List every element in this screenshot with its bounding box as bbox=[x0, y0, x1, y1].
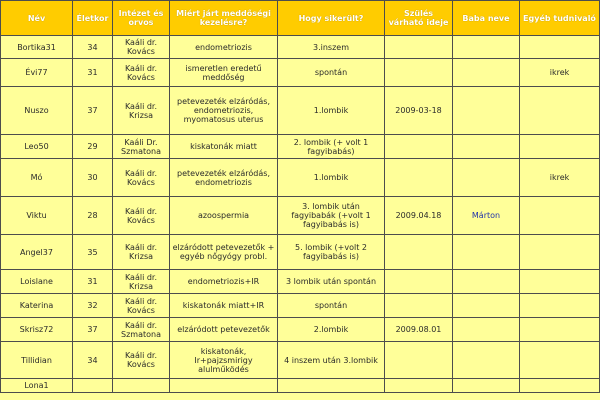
cell-szules[interactable] bbox=[385, 235, 453, 270]
cell-miert[interactable]: endometriozis+IR bbox=[170, 270, 278, 294]
cell-hogy[interactable]: 2.lombik bbox=[278, 318, 385, 342]
cell-egyeb[interactable] bbox=[520, 294, 600, 318]
cell-hogy[interactable]: 1.lombik bbox=[278, 159, 385, 197]
table-row bbox=[1, 342, 600, 379]
cell-egyeb[interactable] bbox=[520, 270, 600, 294]
cell-nev[interactable]: Nuszo bbox=[1, 87, 73, 135]
cell-intezet[interactable] bbox=[113, 379, 170, 393]
table-row bbox=[1, 270, 600, 294]
cell-hogy[interactable] bbox=[278, 379, 385, 393]
cell-eletkor[interactable]: 32 bbox=[73, 294, 113, 318]
header-hogy[interactable]: Hogy sikerült? bbox=[278, 1, 385, 36]
cell-nev[interactable]: Loislane bbox=[1, 270, 73, 294]
cell-baba[interactable] bbox=[453, 235, 520, 270]
cell-szules[interactable]: 2009-03-18 bbox=[385, 87, 453, 135]
table-row bbox=[1, 235, 600, 270]
cell-nev[interactable]: Skrisz72 bbox=[1, 318, 73, 342]
table-row bbox=[1, 159, 600, 197]
table-row bbox=[1, 59, 600, 87]
cell-hogy[interactable]: 4 inszem után 3.lombik bbox=[278, 342, 385, 379]
cell-szules[interactable] bbox=[385, 294, 453, 318]
cell-nev[interactable]: Tillidian bbox=[1, 342, 73, 379]
cell-egyeb[interactable] bbox=[520, 235, 600, 270]
cell-baba[interactable]: Márton bbox=[453, 197, 520, 235]
cell-baba[interactable] bbox=[453, 379, 520, 393]
cell-baba[interactable] bbox=[453, 59, 520, 87]
cell-miert[interactable]: endometriozis bbox=[170, 36, 278, 59]
cell-intezet[interactable]: Kaáli dr. Krizsa bbox=[113, 235, 170, 270]
cell-egyeb[interactable] bbox=[520, 197, 600, 235]
cell-hogy[interactable]: 3.inszem bbox=[278, 36, 385, 59]
cell-miert[interactable] bbox=[170, 379, 278, 393]
table-row bbox=[1, 318, 600, 342]
cell-hogy[interactable]: 5. lombik (+volt 2 fagyibabás is) bbox=[278, 235, 385, 270]
header-nev[interactable]: Név bbox=[1, 1, 73, 36]
cell-intezet[interactable]: Kaáli dr. Kovács bbox=[113, 36, 170, 59]
cell-nev[interactable]: Lona1 bbox=[1, 379, 73, 393]
table-row bbox=[1, 197, 600, 235]
cell-szules[interactable] bbox=[385, 135, 453, 159]
cell-szules[interactable]: 2009.04.18 bbox=[385, 197, 453, 235]
cell-baba[interactable] bbox=[453, 294, 520, 318]
cell-egyeb[interactable]: ikrek bbox=[520, 59, 600, 87]
cell-eletkor[interactable] bbox=[73, 379, 113, 393]
cell-nev[interactable]: Évi77 bbox=[1, 59, 73, 87]
cell-miert[interactable]: petevezeték elzáródás, endometriozis, myomatosus uterus bbox=[170, 87, 278, 135]
header-szules[interactable]: Szülés várható ideje bbox=[385, 1, 453, 36]
cell-nev[interactable]: Mó bbox=[1, 159, 73, 197]
cell-baba[interactable] bbox=[453, 87, 520, 135]
cell-nev[interactable]: Bortika31 bbox=[1, 36, 73, 59]
cell-intezet[interactable]: Kaáli dr. Kovács bbox=[113, 59, 170, 87]
header-baba[interactable]: Baba neve bbox=[453, 1, 520, 36]
cell-eletkor[interactable]: 31 bbox=[73, 59, 113, 87]
cell-hogy[interactable]: spontán bbox=[278, 294, 385, 318]
cell-szules[interactable] bbox=[385, 379, 453, 393]
cell-intezet[interactable]: Kaáli dr. Kovács bbox=[113, 159, 170, 197]
cell-szules[interactable] bbox=[385, 159, 453, 197]
cell-miert[interactable]: elzáródott petevezetők + egyéb nőgyógy probl. bbox=[170, 235, 278, 270]
cell-nev[interactable]: Angel37 bbox=[1, 235, 73, 270]
table-row bbox=[1, 379, 600, 393]
cell-eletkor[interactable]: 30 bbox=[73, 159, 113, 197]
cell-baba[interactable] bbox=[453, 135, 520, 159]
table-row bbox=[1, 294, 600, 318]
cell-intezet[interactable]: Kaáli dr. Krizsa bbox=[113, 87, 170, 135]
cell-eletkor[interactable]: 37 bbox=[73, 87, 113, 135]
header-row bbox=[1, 1, 600, 36]
table-row bbox=[1, 135, 600, 159]
cell-szules[interactable] bbox=[385, 270, 453, 294]
cell-eletkor[interactable]: 34 bbox=[73, 36, 113, 59]
cell-eletkor[interactable]: 28 bbox=[73, 197, 113, 235]
cell-intezet[interactable]: Kaáli dr. Krizsa bbox=[113, 270, 170, 294]
cell-baba[interactable] bbox=[453, 270, 520, 294]
cell-intezet[interactable]: Kaáli Dr. Szmatona bbox=[113, 135, 170, 159]
cell-nev[interactable]: Katerina bbox=[1, 294, 73, 318]
header-egyeb[interactable]: Egyéb tudnivaló bbox=[520, 1, 600, 36]
cell-hogy[interactable]: 2. lombik (+ volt 1 fagyibabás) bbox=[278, 135, 385, 159]
cell-miert[interactable]: kiskatonák, Ir+pajzsmirigy alulműködés bbox=[170, 342, 278, 379]
table-row bbox=[1, 36, 600, 59]
cell-hogy[interactable]: 3. lombik után fagyibabák (+volt 1 fagyibabás is) bbox=[278, 197, 385, 235]
header-intezet[interactable]: Intézet és orvos bbox=[113, 1, 170, 36]
cell-egyeb[interactable] bbox=[520, 342, 600, 379]
cell-baba[interactable] bbox=[453, 342, 520, 379]
cell-intezet[interactable]: Kaáli dr. Szmatona bbox=[113, 318, 170, 342]
cell-hogy[interactable]: 3 lombik után spontán bbox=[278, 270, 385, 294]
cell-eletkor[interactable]: 31 bbox=[73, 270, 113, 294]
cell-miert[interactable]: petevezeték elzáródás, endometriozis bbox=[170, 159, 278, 197]
cell-egyeb[interactable] bbox=[520, 318, 600, 342]
cell-intezet[interactable]: Kaáli dr. Kovács bbox=[113, 294, 170, 318]
cell-hogy[interactable]: 1.lombik bbox=[278, 87, 385, 135]
cell-szules[interactable]: 2009.08.01 bbox=[385, 318, 453, 342]
cell-egyeb[interactable]: ikrek bbox=[520, 159, 600, 197]
cell-nev[interactable]: Viktu bbox=[1, 197, 73, 235]
cell-egyeb[interactable] bbox=[520, 87, 600, 135]
cell-miert[interactable]: elzáródott petevezetők bbox=[170, 318, 278, 342]
cell-miert[interactable]: azoospermia bbox=[170, 197, 278, 235]
cell-szules[interactable] bbox=[385, 36, 453, 59]
cell-eletkor[interactable]: 29 bbox=[73, 135, 113, 159]
cell-eletkor[interactable]: 37 bbox=[73, 318, 113, 342]
cell-intezet[interactable]: Kaáli dr. Kovács bbox=[113, 197, 170, 235]
header-eletkor[interactable]: Életkor bbox=[73, 1, 113, 36]
cell-baba[interactable] bbox=[453, 318, 520, 342]
cell-baba[interactable] bbox=[453, 36, 520, 59]
cell-hogy[interactable]: spontán bbox=[278, 59, 385, 87]
cell-baba[interactable] bbox=[453, 159, 520, 197]
cell-egyeb[interactable] bbox=[520, 135, 600, 159]
cell-nev[interactable]: Leo50 bbox=[1, 135, 73, 159]
cell-miert[interactable]: kiskatonák miatt+IR bbox=[170, 294, 278, 318]
cell-eletkor[interactable]: 35 bbox=[73, 235, 113, 270]
cell-egyeb[interactable] bbox=[520, 36, 600, 59]
cell-szules[interactable] bbox=[385, 342, 453, 379]
cell-miert[interactable]: ismeretlen eredetű meddőség bbox=[170, 59, 278, 87]
header-miert[interactable]: Miért járt meddőségi kezelésre? bbox=[170, 1, 278, 36]
cell-miert[interactable]: kiskatonák miatt bbox=[170, 135, 278, 159]
cell-intezet[interactable]: Kaáli dr. Kovács bbox=[113, 342, 170, 379]
table-row bbox=[1, 87, 600, 135]
cell-egyeb[interactable] bbox=[520, 379, 600, 393]
cell-eletkor[interactable]: 34 bbox=[73, 342, 113, 379]
cell-szules[interactable] bbox=[385, 59, 453, 87]
